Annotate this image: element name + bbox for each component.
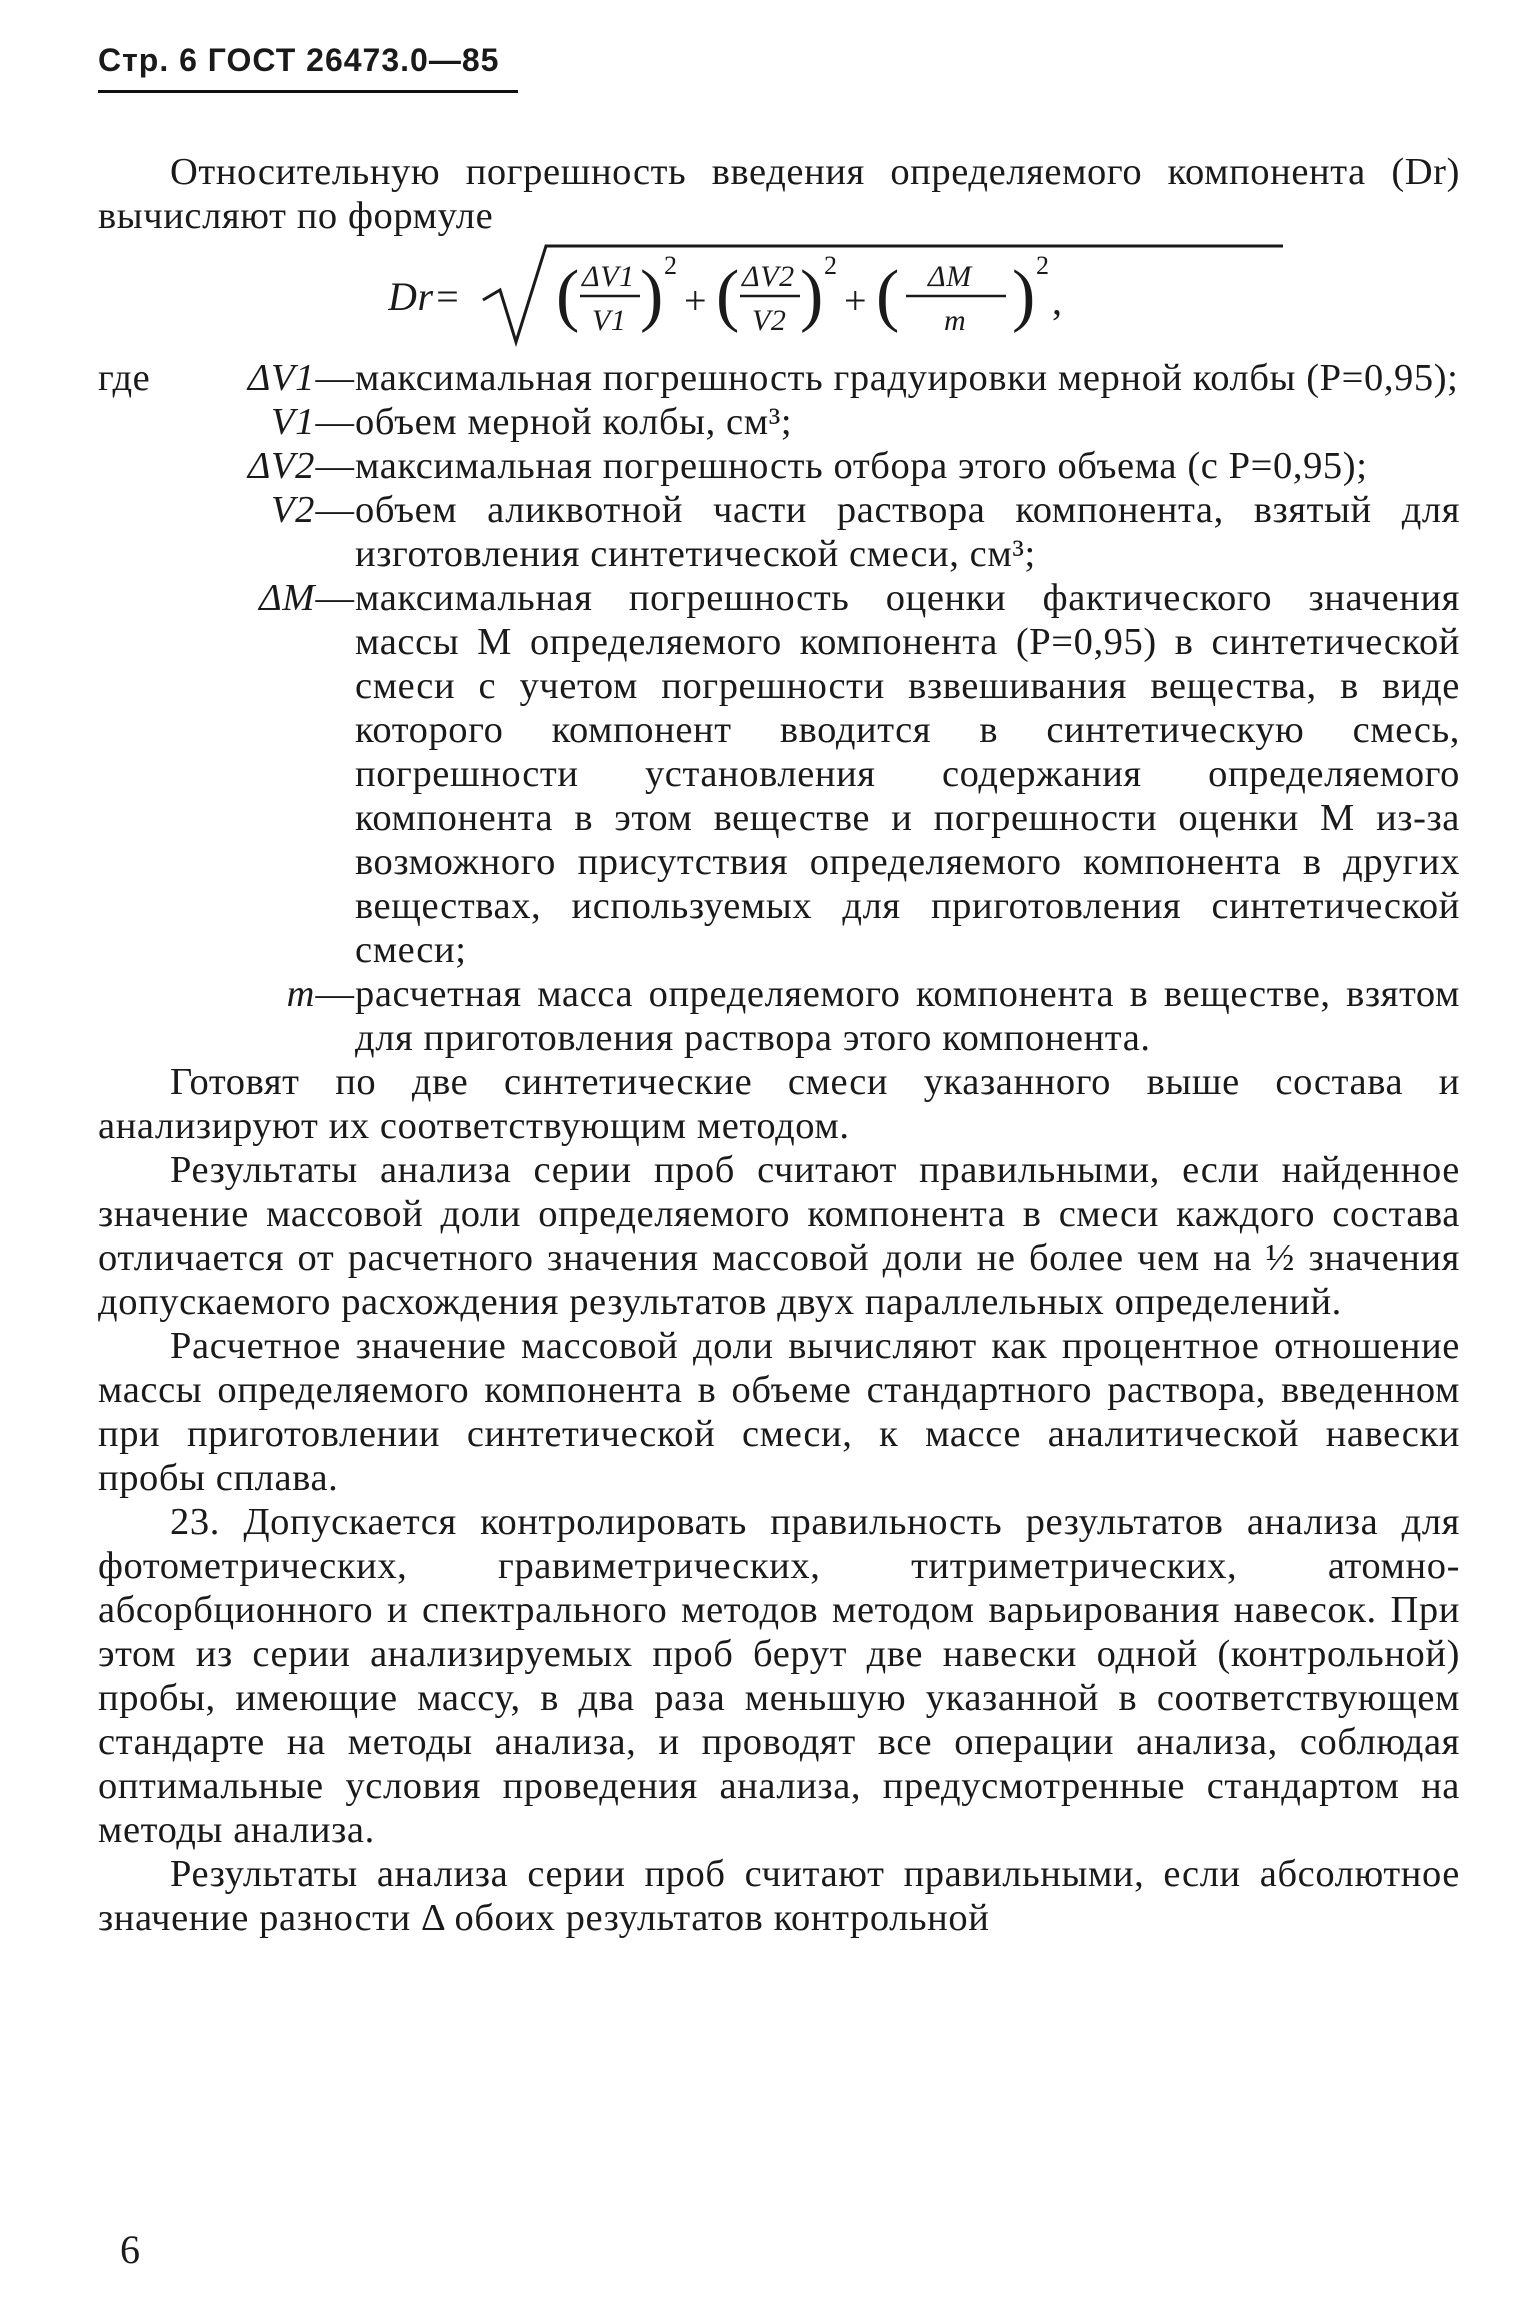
definitions-list: [98, 356, 1460, 1060]
t3-numerator: ΔM: [928, 260, 972, 293]
relative-error-formula: [388, 238, 1288, 356]
definition-item: [98, 576, 1460, 972]
definition-symbol: ΔV2: [247, 445, 315, 487]
t2-exponent: 2: [824, 251, 838, 280]
definition-text: расчетная масса определяемого компонента в веществе, взятом для приготовления раствора этого компонента.: [355, 973, 1460, 1059]
definition-text: максимальная погрешность градуировки мерной колбы (P=0,95);: [355, 357, 1459, 399]
section-23-paragraph: 23. Допускается контролировать правильность результатов анализа для фотометрических, гравиметрических, титриметрических, атомно-абсорбционного и спектрального методов методом варьирования навесок. При этом из серии анализируемых проб берут две навески одной (контрольной) пробы, имеющие массу, в два раза меньшую указанной в соответствующем стандарте на методы анализа, и проводят все операции анализа, соблюдая оптимальные условия проведения анализа, предусмотренные стандартом на методы анализа.: [98, 1501, 1460, 1851]
formula-block: [98, 238, 1460, 356]
paren-close-1: ): [640, 257, 664, 334]
paren-open-2: (: [716, 257, 740, 334]
paren-close-2: ): [800, 257, 824, 334]
definition-symbol: V2: [271, 489, 315, 531]
definition-item: [98, 488, 1460, 576]
plus-1: +: [684, 278, 708, 323]
page-header: Стр. 6 ГОСТ 26473.0—85: [98, 42, 500, 78]
document-body: [98, 150, 1460, 1940]
definition-item: [98, 444, 1460, 488]
formula-end-comma: ,: [1052, 278, 1063, 323]
paren-open-3: (: [876, 257, 900, 334]
definition-text: максимальная погрешность оценки фактического значения массы M определяемого компонента (P=0,95) в синтетической смеси с учетом погрешности взвешивания вещества, в виде которого компонент вводится в синтетическую смесь, погрешности установления содержания определяемого компонента в этом веществе и погрешности оценки M из-за возможного присутствия определяемого компонента в других веществах, используемых для приготовления синтетической смеси;: [355, 577, 1460, 971]
body-paragraph: Результаты анализа серии проб считают правильными, если абсолютное значение разности Δ обоих результатов контрольной: [98, 1853, 1460, 1939]
t2-numerator: ΔV2: [742, 260, 795, 293]
body-paragraph: Готовят по две синтетические смеси указанного выше состава и анализируют их соответствующим методом.: [98, 1061, 1460, 1147]
t3-exponent: 2: [1036, 251, 1050, 280]
definition-item: [98, 972, 1460, 1060]
definition-dash: —: [315, 357, 355, 399]
definition-lead: где: [98, 357, 151, 399]
definition-text: объем мерной колбы, см³;: [355, 401, 793, 443]
definition-dash: —: [315, 489, 355, 531]
definition-symbol: ΔM: [259, 577, 315, 619]
definition-text: объем аликвотной части раствора компонента, взятый для изготовления синтетической смеси, см³;: [355, 489, 1460, 575]
definition-text: максимальная погрешность отбора этого объема (с P=0,95);: [355, 445, 1368, 487]
t3-denominator: m: [944, 304, 967, 337]
t1-exponent: 2: [664, 251, 678, 280]
intro-paragraph: Относительную погрешность введения определяемого компонента (Dr) вычисляют по формуле: [98, 151, 1460, 237]
t1-denominator: V1: [592, 304, 627, 337]
definition-symbol: V1: [271, 401, 315, 443]
definition-dash: —: [315, 973, 355, 1015]
header-rule: [98, 90, 518, 93]
t1-numerator: ΔV1: [582, 260, 635, 293]
definition-symbol: ΔV1: [247, 357, 315, 399]
definition-dash: —: [315, 401, 355, 443]
body-paragraph: Расчетное значение массовой доли вычисляют как процентное отношение массы определяемого компонента в объеме стандартного раствора, введенном при приготовлении синтетической смеси, к массе аналитической навески пробы сплава.: [98, 1325, 1460, 1499]
definition-dash: —: [315, 445, 355, 487]
definition-item: [98, 400, 1460, 444]
page-number: 6: [120, 2227, 140, 2272]
t2-denominator: V2: [752, 304, 787, 337]
definition-item: [98, 356, 1460, 400]
plus-2: +: [844, 278, 868, 323]
definition-dash: —: [315, 577, 355, 619]
formula-lhs: Dr=: [388, 274, 462, 319]
definition-symbol: m: [286, 973, 315, 1015]
paren-open-1: (: [556, 257, 580, 334]
paren-close-3: ): [1012, 257, 1036, 334]
body-paragraph: Результаты анализа серии проб считают правильными, если найденное значение массовой доли определяемого компонента в смеси каждого состава отличается от расчетного значения массовой доли не более чем на ½ значения допускаемого расхождения результатов двух параллельных определений.: [98, 1149, 1460, 1323]
